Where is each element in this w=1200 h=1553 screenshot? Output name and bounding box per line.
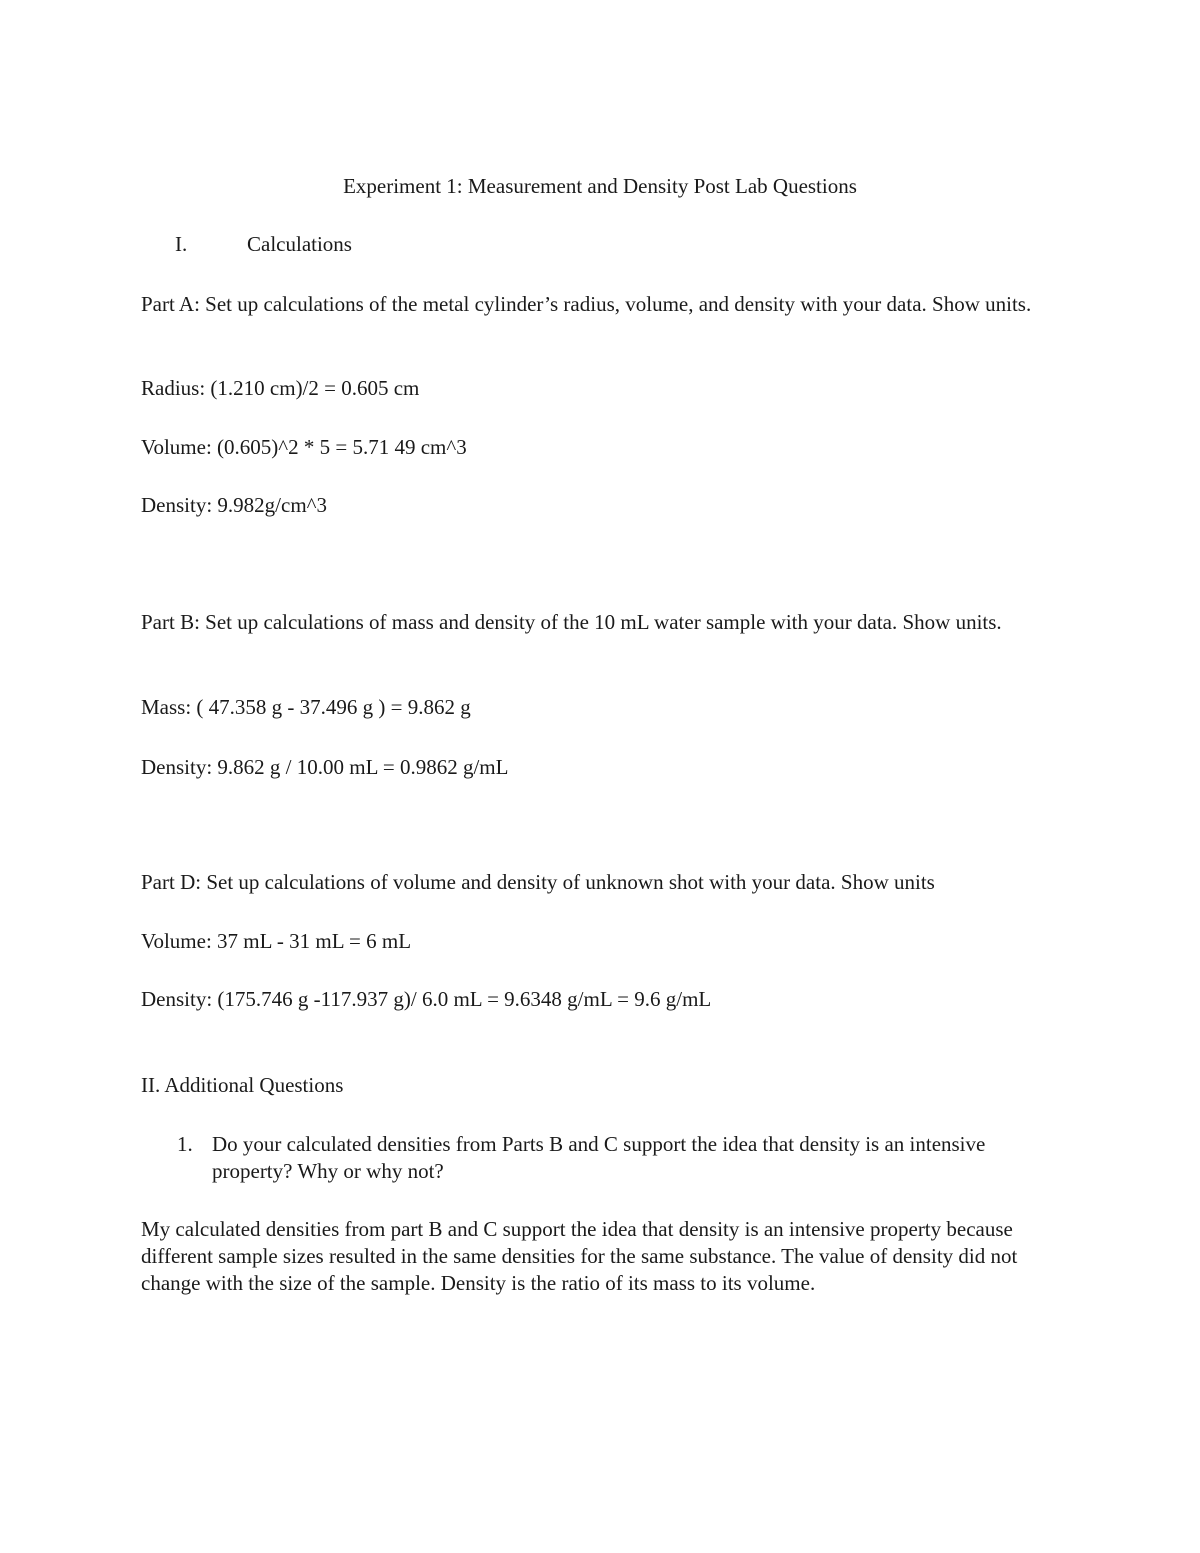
section-numeral: I. bbox=[175, 232, 188, 256]
part-d-density: Density: (175.746 g -117.937 g)/ 6.0 mL = 9.6348 g/mL = 9.6 g/mL bbox=[141, 987, 712, 1011]
question-text: Do your calculated densities from Parts B and C support the idea that density is an intensive property? Why or why not? bbox=[212, 1132, 986, 1183]
part-d-prompt: Part D: Set up calculations of volume and density of unknown shot with your data. Show units bbox=[141, 870, 935, 894]
question-number: 1. bbox=[177, 1132, 193, 1156]
section-heading-additional-questions: II. Additional Questions bbox=[141, 1073, 344, 1097]
part-b-density: Density: 9.862 g / 10.00 mL = 0.9862 g/mL bbox=[141, 755, 509, 779]
part-a-volume: Volume: (0.605)^2 * 5 = 5.71 49 cm^3 bbox=[141, 435, 467, 459]
part-b-mass: Mass: ( 47.358 g - 37.496 g ) = 9.862 g bbox=[141, 695, 471, 719]
document-title: Experiment 1: Measurement and Density Post Lab Questions bbox=[343, 174, 857, 198]
part-d-volume: Volume: 37 mL - 31 mL = 6 mL bbox=[141, 929, 412, 953]
part-b-prompt: Part B: Set up calculations of mass and density of the 10 mL water sample with your data. Show units. bbox=[141, 610, 1002, 634]
answer-1: My calculated densities from part B and C support the idea that density is an intensive property because different sample sizes resulted in the same densities for the same substance. The value of density did not change with the size of the sample. Density is the ratio of its mass to its volume. bbox=[141, 1217, 1018, 1295]
part-a-prompt: Part A: Set up calculations of the metal cylinder’s radius, volume, and density with your data. Show units. bbox=[141, 292, 1032, 316]
section-label: Calculations bbox=[247, 232, 352, 256]
part-a-radius: Radius: (1.210 cm)/2 = 0.605 cm bbox=[141, 376, 420, 400]
part-a-density: Density: 9.982g/cm^3 bbox=[141, 493, 328, 517]
